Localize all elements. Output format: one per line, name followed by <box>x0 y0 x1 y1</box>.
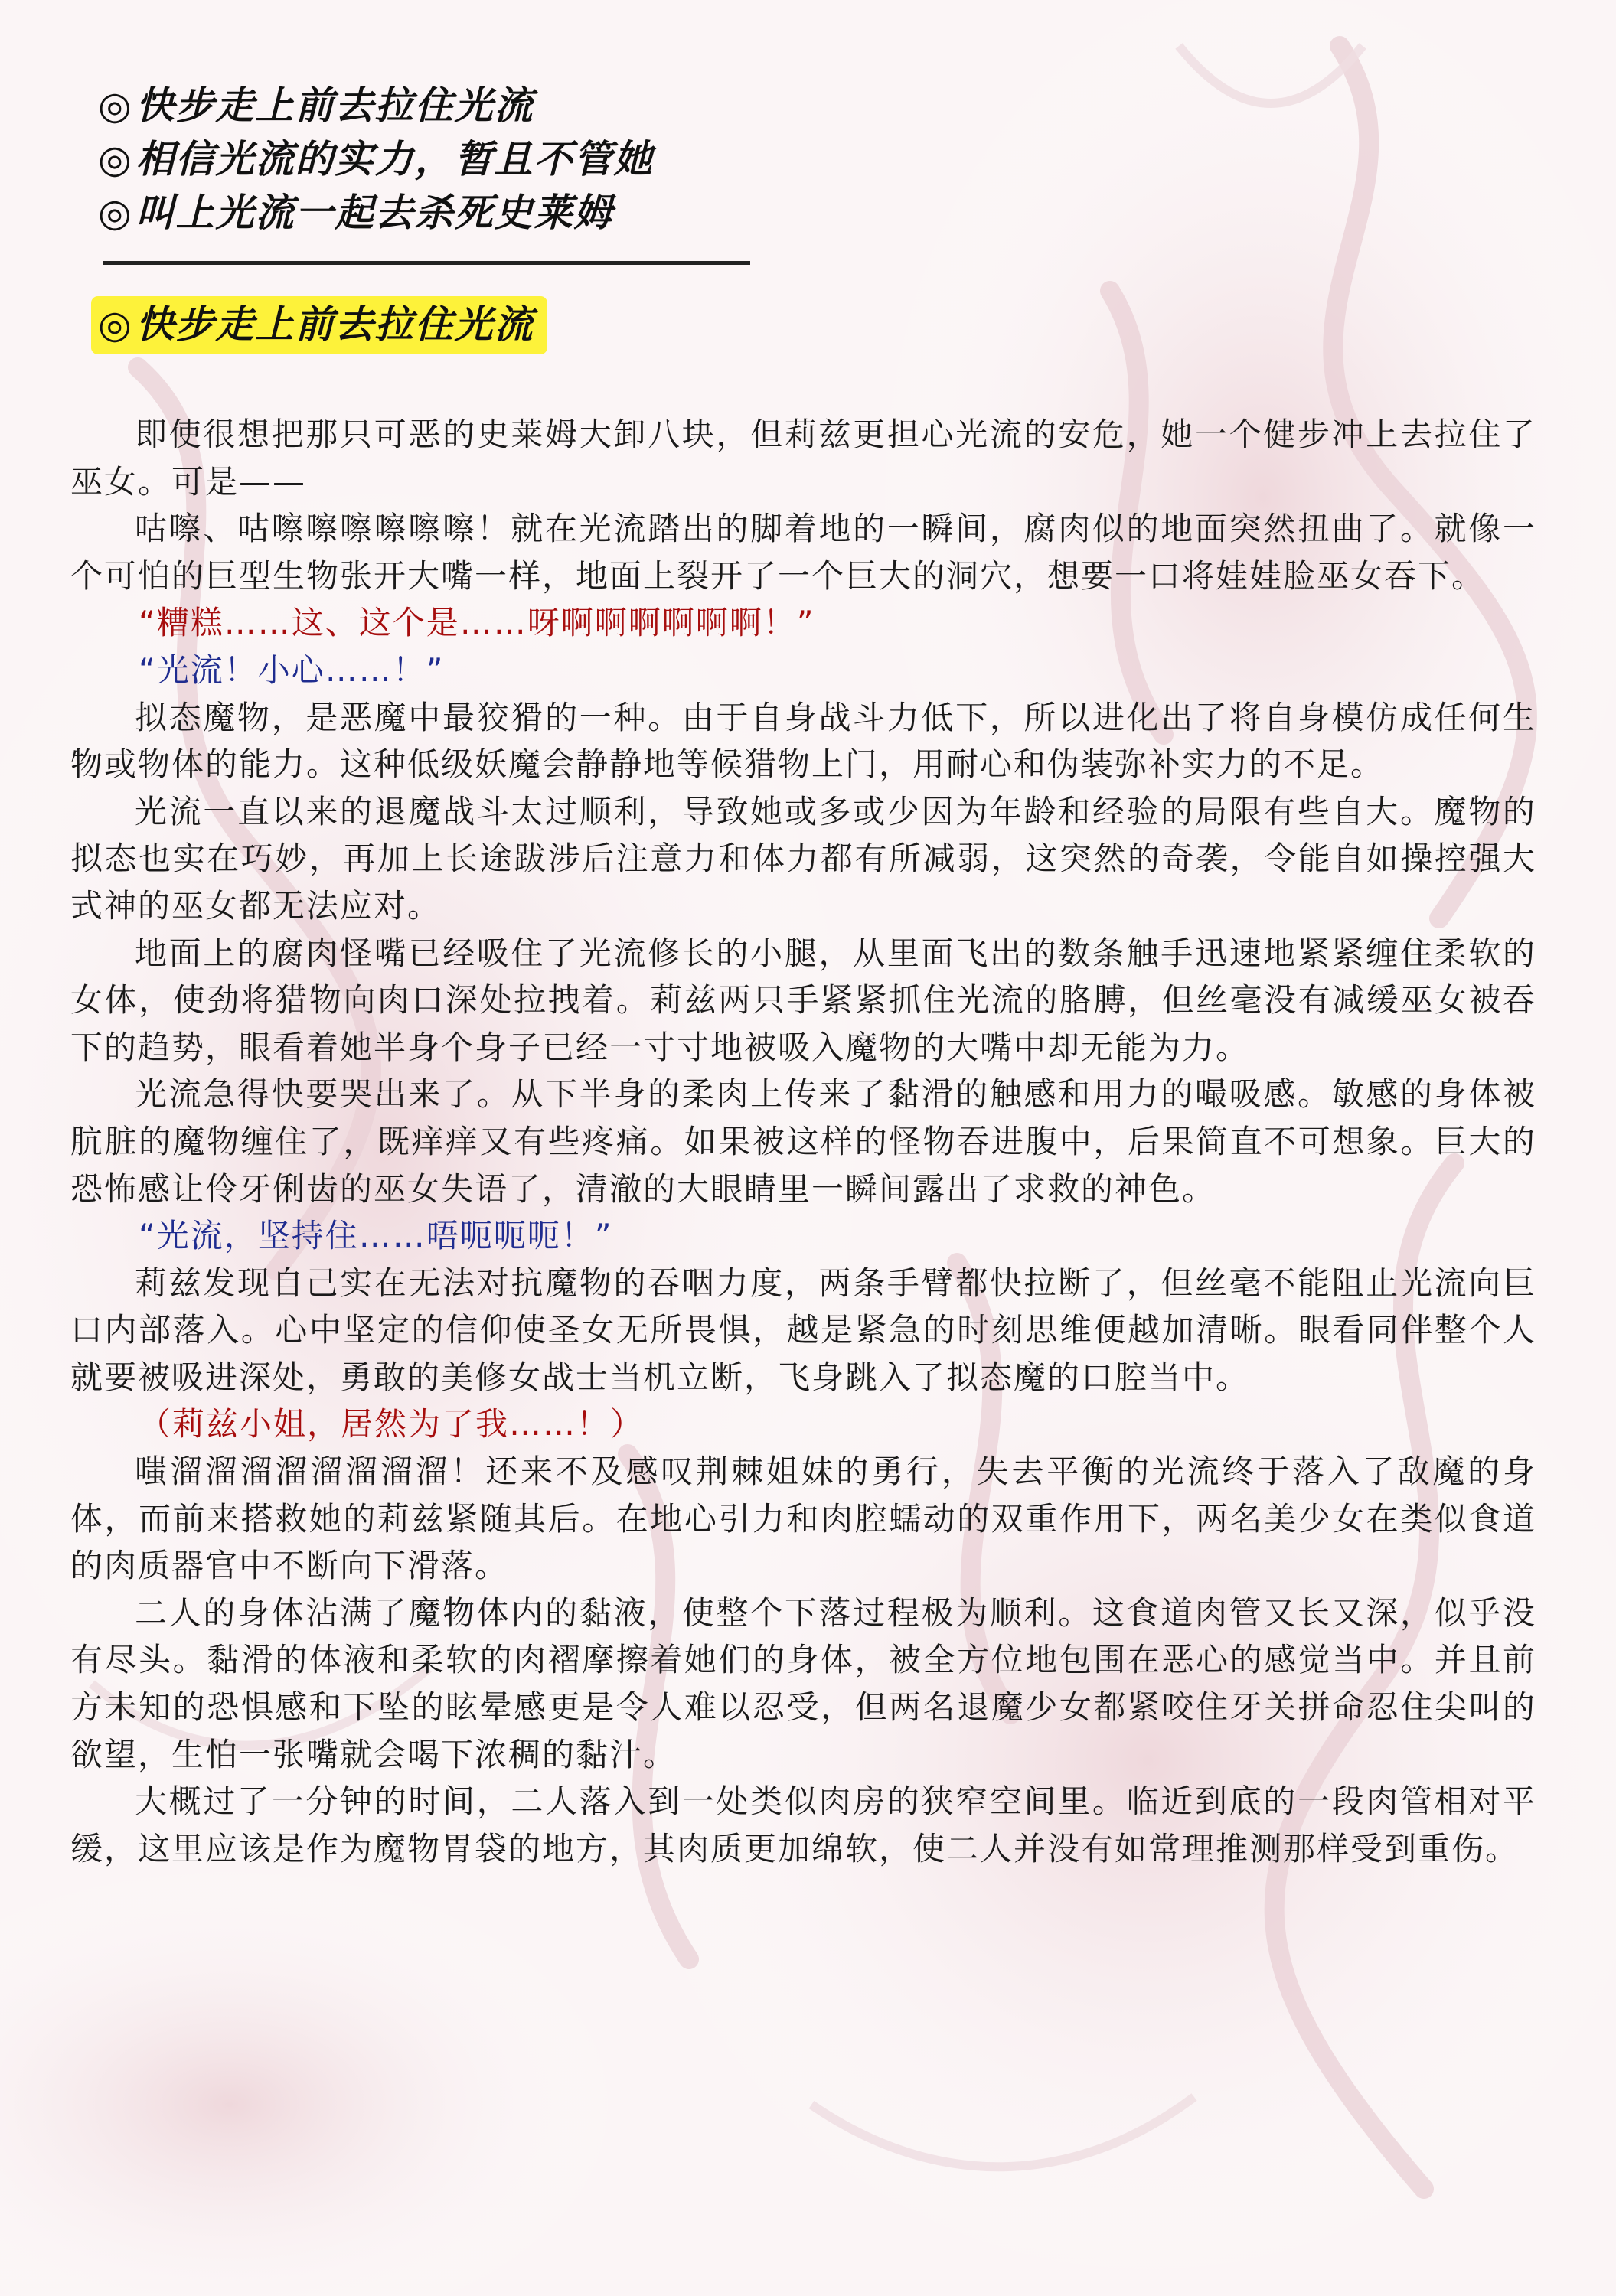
choice-option-3[interactable] <box>98 188 614 237</box>
story-paragraph: 地面上的腐肉怪嘴已经吸住了光流修长的小腿，从里面飞出的数条触手迅速地紧紧缠住柔软的女体，使劲将猎物向肉口深处拉拽着。莉兹两只手紧紧抓住光流的胳膊，但丝毫没有减缓巫女被吞下的趋势，眼看着她半身个身子已经一寸寸地被吸入魔物的大嘴中却无能为力。 <box>70 934 1536 1066</box>
selected-choice-label: 快步走上前去拉住光流 <box>135 302 534 347</box>
story-paragraph: 光流急得快要哭出来了。从下半身的柔肉上传来了黏滑的触感和用力的嘬吸感。敏感的身体被肮脏的魔物缠住了，既痒痒又有些疼痛。如果被这样的怪物吞进腹中，后果简直不可想象。巨大的恐怖感让伶牙俐齿的巫女失语了，清澈的大眼睛里一瞬间露出了求救的神色。 <box>70 1075 1536 1208</box>
story-paragraph: 嗤溜溜溜溜溜溜溜溜！还来不及感叹荆棘姐妹的勇行，失去平衡的光流终于落入了敌魔的身体，而前来搭救她的莉兹紧随其后。在地心引力和肉腔蠕动的双重作用下，两名美少女在类似食道的肉质器官中不断向下滑落。 <box>70 1453 1536 1585</box>
story-text <box>70 411 1536 1872</box>
choice-label: 叫上光流一起去杀死史莱姆 <box>135 191 614 235</box>
story-paragraph: 大概过了一分钟的时间，二人落入到一处类似肉房的狭窄空间里。临近到底的一段肉管相对平缓，这里应该是作为魔物胃袋的地方，其肉质更加绵软，使二人并没有如常理推测那样受到重伤。 <box>70 1782 1536 1867</box>
choice-label: 相信光流的实力，暂且不管她 <box>135 137 654 181</box>
choice-option-2[interactable] <box>98 135 654 184</box>
story-paragraph: 光流一直以来的退魔战斗太过顺利，导致她或多或少因为年龄和经验的局限有些自大。魔物的拟态也实在巧妙，再加上长途跋涉后注意力和体力都有所减弱，这突然的奇袭，令能自如操控强大式神的巫女都无法应对。 <box>70 792 1536 925</box>
choice-marker: ◎ <box>98 83 133 128</box>
story-paragraph: 拟态魔物，是恶魔中最狡猾的一种。由于自身战斗力低下，所以进化出了将自身模仿成任何生物或物体的能力。这种低级妖魔会静静地等候猎物上门，用耐心和伪装弥补实力的不足。 <box>70 698 1536 784</box>
dialogue-line-liz: “光流，坚持住……唔呃呃呃！” <box>139 1217 613 1255</box>
story-paragraph: 即使很想把那只可恶的史莱姆大卸八块，但莉兹更担心光流的安危，她一个健步冲上去拉住了巫女。可是—— <box>70 416 1536 501</box>
choice-label: 快步走上前去拉住光流 <box>135 83 534 128</box>
choice-option-1[interactable] <box>98 81 534 130</box>
choice-marker: ◎ <box>98 302 133 347</box>
divider-line <box>103 261 750 265</box>
story-paragraph: 二人的身体沾满了魔物体内的黏液，使整个下落过程极为顺利。这食道肉管又长又深，似乎没有尽头。黏滑的体液和柔软的肉褶摩擦着她们的身体，被全方位地包围在恶心的感觉当中。并且前方未知的恐惧感和下坠的眩晕感更是令人难以忍受，但两名退魔少女都紧咬住牙关拼命忍住尖叫的欲望，生怕一张嘴就会喝下浓稠的黏汁。 <box>70 1593 1536 1773</box>
dialogue-line-hikaru: “糟糕……这、这个是……呀啊啊啊啊啊啊！” <box>139 604 815 642</box>
choice-marker: ◎ <box>98 191 133 235</box>
story-paragraph: 咕嚓、咕嚓嚓嚓嚓嚓嚓！就在光流踏出的脚着地的一瞬间，腐肉似的地面突然扭曲了。就像一个可怕的巨型生物张开大嘴一样，地面上裂开了一个巨大的洞穴，想要一口将娃娃脸巫女吞下。 <box>70 510 1536 595</box>
choice-marker: ◎ <box>98 137 133 181</box>
dialogue-line-liz: “光流！小心……！” <box>139 651 445 689</box>
thought-line-hikaru: （莉兹小姐，居然为了我……！） <box>139 1405 645 1443</box>
selected-choice-heading <box>93 298 545 352</box>
story-paragraph: 莉兹发现自己实在无法对抗魔物的吞咽力度，两条手臂都快拉断了，但丝毫不能阻止光流向巨口内部落入。心中坚定的信仰使圣女无所畏惧，越是紧急的时刻思维便越加清晰。眼看同伴整个人就要被吸进深处，勇敢的美修女战士当机立断，飞身跳入了拟态魔的口腔当中。 <box>70 1264 1536 1396</box>
